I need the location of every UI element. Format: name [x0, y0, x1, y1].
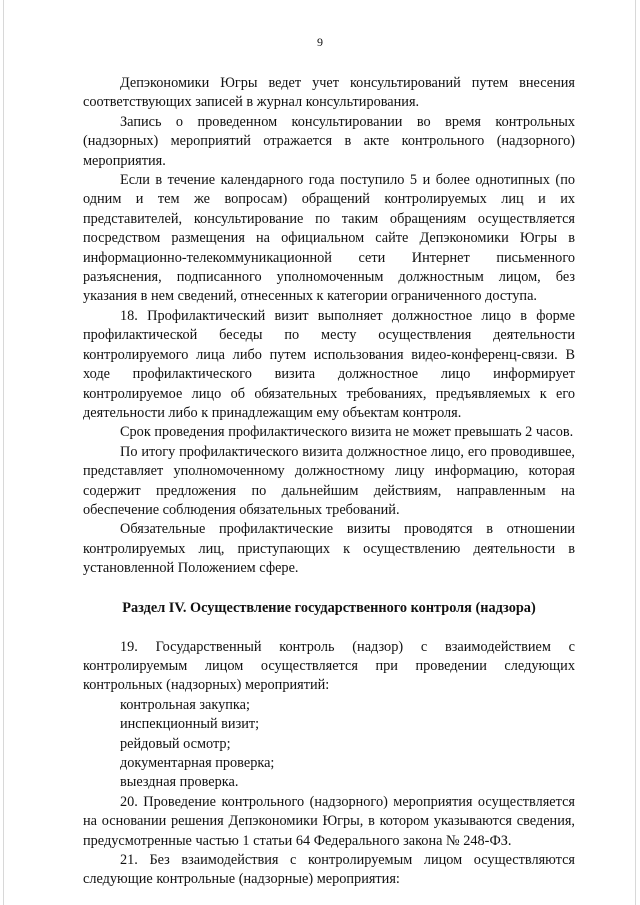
document-body	[83, 74, 575, 890]
paragraph: Депэкономики Югры ведет учет консультирований путем внесения соответствующих записей в журнал консультирования.	[83, 75, 575, 111]
paragraph-item-18: 18. Профилактический визит выполняет должностное лицо в форме профилактической беседы по месту осуществления деятельности контролируемого лица либо путем использования видео-конференц-связи. В ходе профилактического визита должностное лицо информирует контролируемое лицо об обязательных требованиях, предъявляемых к его деятельности либо к принадлежащим ему объектам контроля.	[83, 307, 575, 421]
paragraph: Обязательные профилактические визиты проводятся в отношении контролируемых лиц, приступающих к осуществлению деятельности в установленной Положением сфере.	[83, 521, 575, 577]
page-edge-right	[635, 0, 636, 905]
list-item: документарная проверка;	[120, 755, 275, 771]
list-item: рейдовый осмотр;	[120, 735, 231, 752]
list-item: контрольная закупка;	[120, 696, 250, 713]
paragraph-item-21: 21. Без взаимодействия с контролируемым лицом осуществляются следующие контрольные (надзорные) мероприятия:	[83, 852, 575, 888]
measures-list	[83, 696, 575, 793]
paragraph-item-20: 20. Проведение контрольного (надзорного) мероприятия осуществляется на основании решения Депэкономики Югры, в котором указываются сведения, предусмотренные частью 1 статьи 64 Федерального закона № 248-ФЗ.	[83, 793, 575, 849]
paragraph: По итогу профилактического визита должностное лицо, его проводившее, представляет уполномоченному должностному лицу информацию, которая содержит предложения по дальнейшим действиям, направленным на обеспечение соблюдения обязательных требований.	[83, 443, 575, 518]
paragraph-item-19: 19. Государственный контроль (надзор) с взаимодействием с контролируемым лицом осуществляется при проведении следующих контрольных (надзорных) мероприятий:	[83, 638, 575, 694]
list-item: выездная проверка.	[120, 774, 239, 791]
list-item: инспекционный визит;	[120, 716, 260, 733]
paragraph: Запись о проведенном консультировании во время контрольных (надзорных) мероприятий отражается в акте контрольного (надзорного) мероприятия.	[83, 113, 575, 169]
paragraph: Если в течение календарного года поступило 5 и более однотипных (по одним и тем же вопросам) обращений контролируемых лиц и их представителей, консультирование по таким обращениям осуществляется посредством размещения на официальном сайте Депэкономики Югры в информационно-телекоммуникационной сети Интернет письменного разъяснения, подписанного уполномоченным должностным лицом, без указания в нем сведений, отнесенных к категории ограниченного доступа.	[83, 172, 575, 305]
paragraph: Срок проведения профилактического визита не может превышать 2 часов.	[120, 424, 574, 441]
page-edge-left	[3, 0, 4, 905]
section-heading: Раздел IV. Осуществление государственного контроля (надзора)	[122, 599, 536, 616]
page-number: 9	[317, 35, 323, 49]
